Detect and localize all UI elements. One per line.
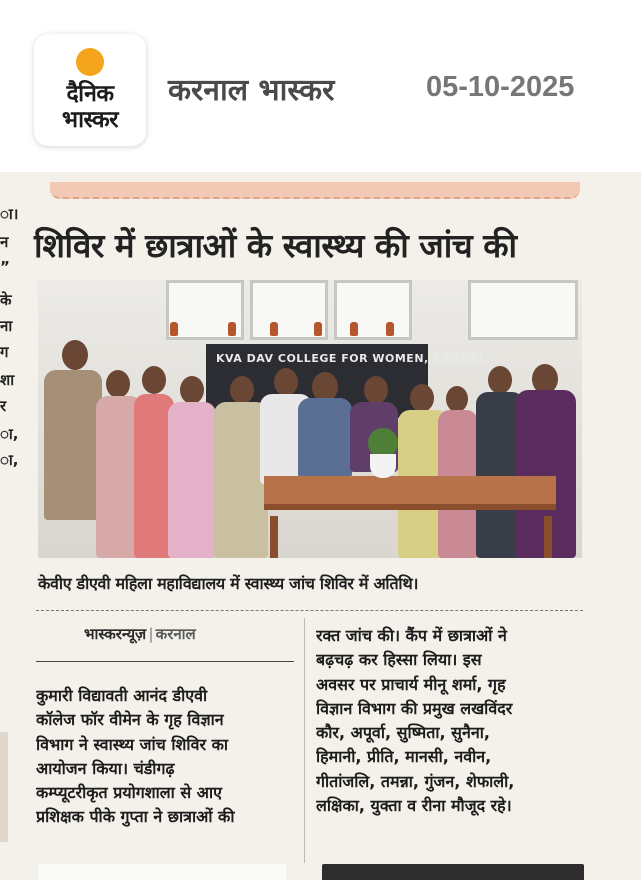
next-article-header-fragment — [322, 864, 584, 880]
sun-icon — [76, 48, 104, 76]
article-column-left — [36, 684, 298, 830]
photo-window — [468, 280, 578, 340]
fragment-text: के — [0, 291, 12, 309]
fragment-text: शा — [0, 371, 15, 389]
photo-table-leg — [544, 516, 552, 558]
article-column-right — [316, 624, 584, 818]
app-header — [0, 0, 641, 172]
fragment-text: ा, — [0, 425, 19, 443]
photo-vase — [228, 322, 236, 336]
fragment-text: ा, — [0, 451, 19, 469]
text-line: कौर, अपूर्वा, सुष्मिता, सुनैना, — [316, 723, 490, 743]
article-byline — [84, 624, 196, 644]
text-line: कम्प्यूटरीकृत प्रयोगशाला से आए — [36, 783, 222, 803]
photo-table-leg — [270, 516, 278, 558]
newspaper-clipping — [0, 172, 641, 880]
photo-vase — [270, 322, 278, 336]
fragment-text: र — [0, 397, 7, 415]
text-line: रक्त जांच की। कैंप में छात्राओं ने — [316, 626, 507, 645]
text-line: कॉलेज फॉर वीमेन के गृह विज्ञान — [36, 710, 224, 730]
text-line: विभाग ने स्वास्थ्य जांच शिविर का — [36, 734, 229, 754]
fragment-text: न — [0, 233, 9, 251]
logo-line-2: भास्कर — [61, 107, 119, 133]
text-line: अवसर पर प्राचार्य मीनू शर्मा, गृह — [316, 674, 506, 694]
adjacent-image-fragment — [0, 732, 8, 842]
text-line: हिमानी, प्रीति, मानसी, नवीन, — [316, 747, 492, 767]
text-line: गीतांजलि, तमन्ना, गुंजन, शेफाली, — [316, 771, 515, 791]
column-divider — [304, 618, 305, 863]
photo-vase — [386, 322, 394, 336]
text-line: कुमारी विद्यावती आनंद डीएवी — [36, 686, 208, 705]
edition-date: 05-10-2025 — [426, 71, 575, 103]
next-section-fragment — [38, 864, 286, 880]
photo-plant-pot — [370, 454, 396, 478]
byline-source: भास्करन्यूज़ — [84, 625, 147, 643]
article-photo[interactable] — [38, 280, 582, 558]
decorative-band — [50, 182, 580, 199]
logo-line-1: दैनिक — [66, 81, 114, 107]
photo-vase — [170, 322, 178, 336]
fragment-text: ना — [0, 317, 13, 335]
photo-vase — [314, 322, 322, 336]
text-line: विज्ञान विभाग की प्रमुख लखविंदर — [316, 698, 513, 718]
byline-rule — [36, 661, 294, 662]
text-line: बढ़चढ़ कर हिस्सा लिया। इस — [316, 650, 482, 670]
byline-place: करनाल — [155, 625, 196, 643]
photo-vase — [350, 322, 358, 336]
article-headline: शिविर में छात्राओं के स्वास्थ्य की जांच की — [34, 226, 517, 265]
edition-title: करनाल भास्कर — [168, 73, 335, 108]
fragment-text: ग — [0, 343, 9, 361]
caption-divider — [36, 610, 583, 611]
college-banner-text: KVA DAV COLLEGE FOR WOMEN, KARNAL — [216, 352, 487, 365]
fragment-text: ा। — [0, 205, 19, 223]
text-line: प्रशिक्षक पीके गुप्ता ने छात्राओं की — [36, 807, 235, 827]
photo-table — [264, 476, 556, 510]
byline-separator: | — [148, 625, 154, 643]
fragment-text: ” — [0, 258, 10, 276]
text-line: लक्षिका, युक्ता व रीना मौजूद रहे। — [316, 796, 512, 816]
dainik-bhaskar-logo[interactable] — [34, 34, 146, 146]
text-line: आयोजन किया। चंडीगढ़ — [36, 758, 175, 778]
photo-caption: केवीए डीएवी महिला महाविद्यालय में स्वास्थ्य जांच शिविर में अतिथि। — [38, 574, 419, 593]
photo-window — [334, 280, 412, 340]
